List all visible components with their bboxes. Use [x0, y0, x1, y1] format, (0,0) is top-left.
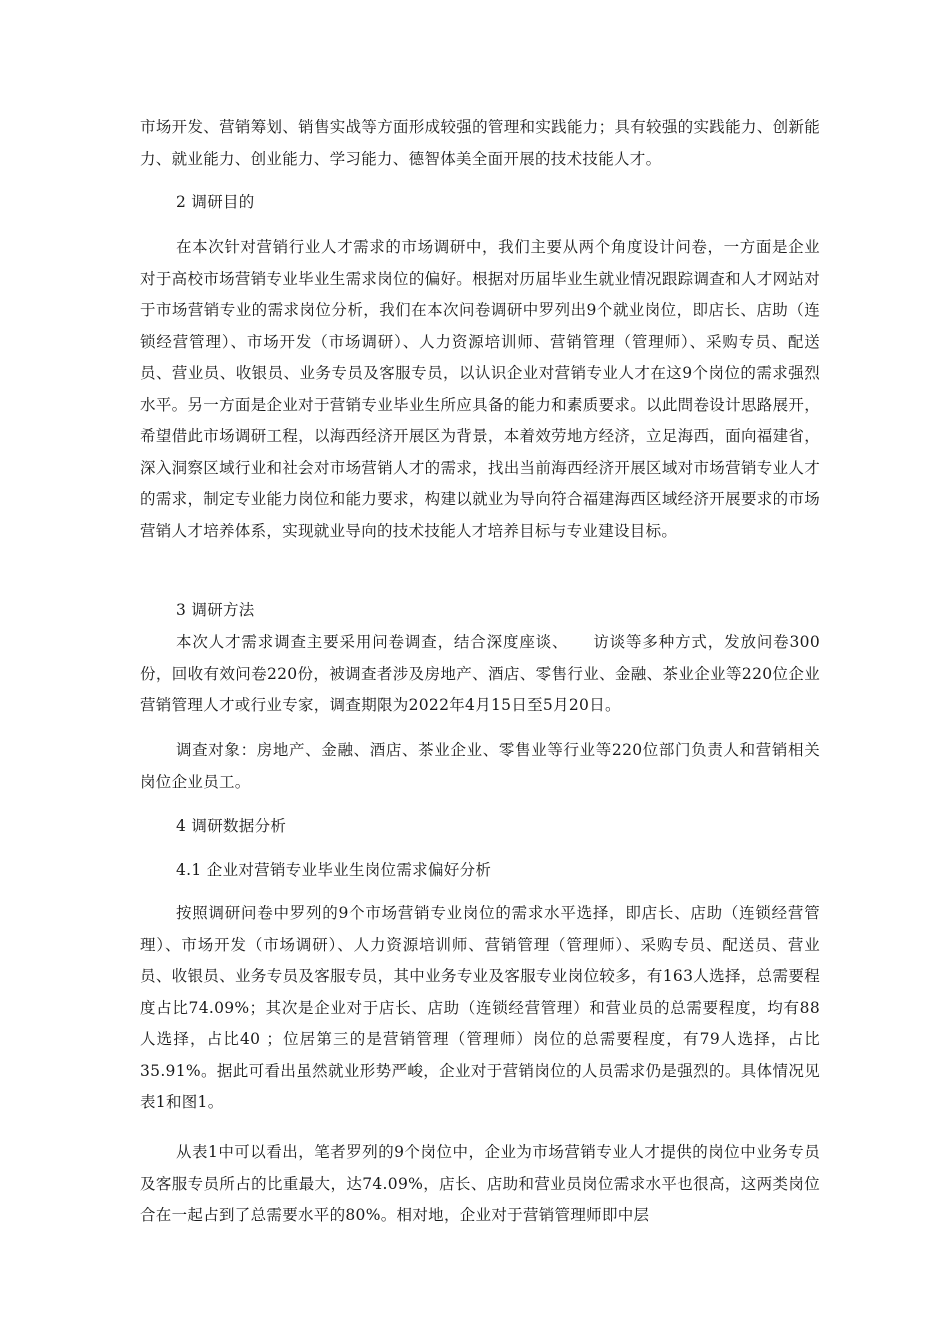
table-interpretation-paragraph: 从表1中可以看出，笔者罗列的9个岗位中，企业为市场营销专业人才提供的岗位中业务专员及客服专员所占的比重最大，达74.09%，店长、店助和营业员岗位需求水平也很高，这两类岗位合在一起占到了总需要水平的80%。相对地，企业对于营销管理师即中层	[140, 1143, 820, 1224]
subsection-heading-position-demand: 4.1 企业对营销专业毕业生岗位需求偏好分析	[176, 861, 492, 879]
section-heading-research-method: 3 调研方法	[176, 601, 255, 619]
section-heading-research-purpose: 2 调研目的	[176, 193, 255, 211]
research-method-paragraph: 本次人才需求调查主要采用问卷调查，结合深度座谈、 访谈等多种方式，发放问卷300份，回收有效问卷220份，被调查者涉及房地产、酒店、零售行业、金融、茶业企业等220位企业营销管理人才或行业专家，调查期限为2022年4月15日至5月20日。	[140, 633, 820, 714]
position-demand-analysis-paragraph: 按照调研问卷中罗列的9个市场营销专业岗位的需求水平选择，即店长、店助（连锁经营管理）、市场开发（市场调研）、人力资源培训师、营销管理（管理师）、采购专员、配送员、营业员、收银员、业务专员及客服专员，其中业务专业及客服专业岗位较多，有163人选择，总需要程度占比74.09%；其次是企业对于店长、店助（连锁经营管理）和营业员的总需要程度，均有88人选择，占比40 ；位居第三的是营销管理（管理师）岗位的总需要程度，有79人选择，占比35.91%。据此可看出虽然就业形势严峻，企业对于营销岗位的人员需求仍是强烈的。具体情况见表1和图1。	[140, 904, 820, 1111]
survey-subjects-paragraph: 调查对象：房地产、金融、酒店、茶业企业、零售业等行业等220位部门负责人和营销相关岗位企业员工。	[140, 741, 820, 791]
research-purpose-paragraph: 在本次针对营销行业人才需求的市场调研中，我们主要从两个角度设计问卷，一方面是企业对于高校市场营销专业毕业生需求岗位的偏好。根据对历届毕业生就业情况跟踪调查和人才网站对于市场营销专业的需求岗位分析，我们在本次问卷调研中罗列出9个就业岗位，即店长、店助（连锁经营管理）、市场开发（市场调研）、人力资源培训师、营销管理（管理师）、采购专员、配送员、营业员、收银员、业务专员及客服专员，以认识企业对营销专业人才在这9个岗位的需求强烈水平。另一方面是企业对于营销专业毕业生所应具备的能力和素质要求。以此問卷设计思路展开，希望借此市场调研工程，以海西经济开展区为背景，本着效劳地方经济，立足海西，面向福建省，深入洞察区域行业和社会对市场营销人才的需求，找出当前海西经济开展区域对市场营销专业人才的需求，制定专业能力岗位和能力要求，构建以就业为导向符合福建海西区域经济开展要求的市场营销人才培养体系，实现就业导向的技术技能人才培养目标与专业建设目标。	[140, 238, 820, 540]
intro-continuation-paragraph: 市场开发、营销筹划、销售实战等方面形成较强的管理和实践能力；具有较强的实践能力、创新能力、就业能力、创业能力、学习能力、德智体美全面开展的技术技能人才。	[140, 118, 820, 168]
section-heading-data-analysis: 4 调研数据分析	[176, 817, 287, 835]
